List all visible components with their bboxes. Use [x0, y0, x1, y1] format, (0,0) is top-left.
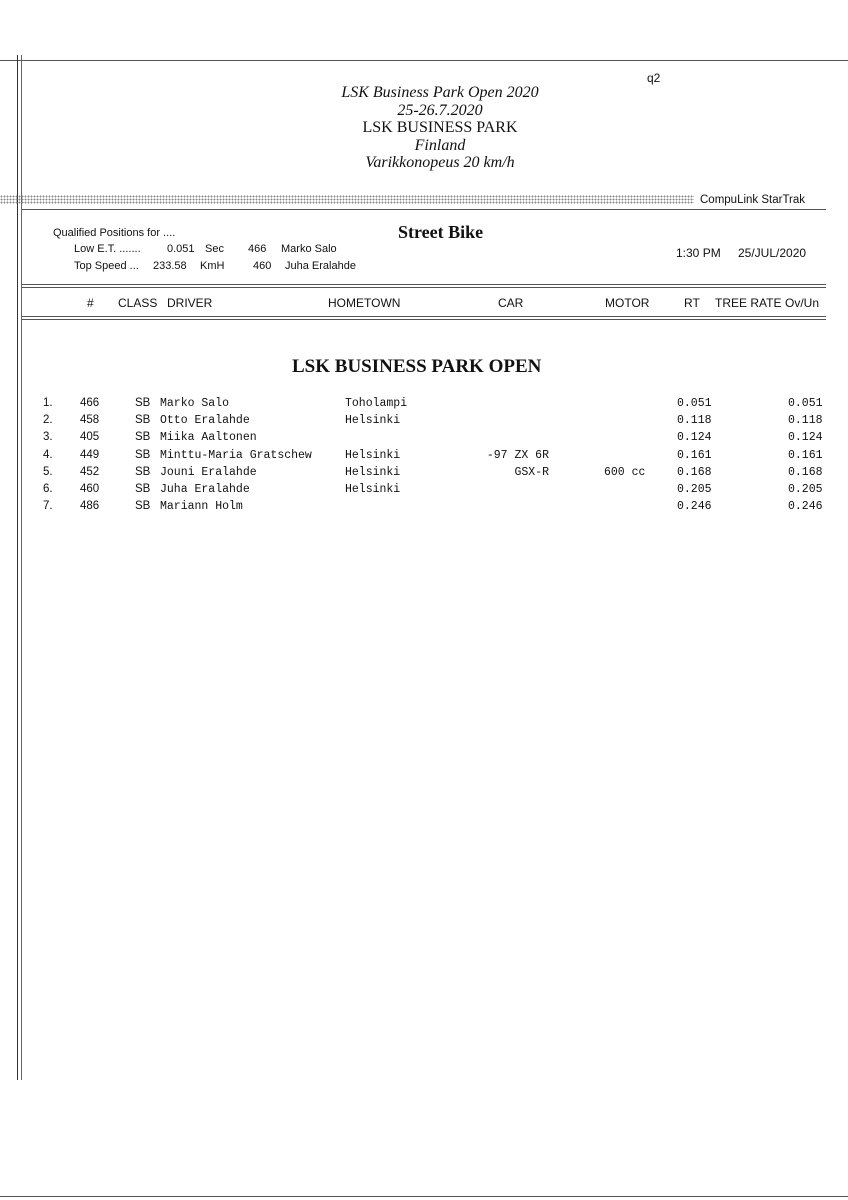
cell-motor: 600 cc: [604, 465, 646, 479]
col-header-hometown: HOMETOWN: [328, 296, 401, 310]
top-speed-unit: KmH: [200, 260, 225, 272]
cell-position: 7.: [43, 500, 53, 513]
cell-hometown: Helsinki: [345, 448, 401, 462]
title-line: LSK BUSINESS PARK: [362, 119, 518, 136]
cell-position: 5.: [43, 465, 53, 478]
cell-number: 449: [80, 448, 100, 461]
cell-car: GSX-R: [514, 465, 549, 479]
cell-ov-un: 0.205: [788, 483, 823, 496]
title-line: Finland: [414, 136, 466, 154]
cell-driver: Mariann Holm: [160, 500, 243, 514]
table-row: [0, 466, 848, 483]
left-border-line: [17, 55, 18, 1080]
top-border-line: [0, 60, 848, 61]
top-speed-label: Top Speed ...: [74, 260, 139, 272]
report-time: 1:30 PM: [676, 246, 721, 260]
cell-number: 466: [80, 397, 100, 409]
low-et-value: 0.051: [167, 243, 195, 255]
cell-ov-un: 0.051: [788, 397, 823, 410]
class-title: Street Bike: [398, 222, 484, 242]
cell-position: 2.: [43, 414, 53, 427]
cell-driver: Marko Salo: [160, 397, 230, 410]
cell-hometown: Toholampi: [345, 397, 408, 410]
software-name: CompuLink StarTrak: [700, 194, 806, 206]
table-row: [0, 449, 848, 466]
low-et-driver: Marko Salo: [281, 243, 337, 255]
cell-ov-un: 0.246: [788, 500, 823, 514]
col-header-ov-un: Ov/Un: [785, 296, 820, 310]
col-header-motor: MOTOR: [605, 296, 650, 310]
title-line: LSK Business Park Open 2020: [341, 84, 539, 101]
event-title: LSK BUSINESS PARK OPEN: [292, 356, 542, 377]
cell-driver: Jouni Eralahde: [160, 465, 257, 479]
table-row: [0, 414, 848, 431]
col-header-tree-rate: TREE RATE: [715, 296, 782, 310]
cell-position: 4.: [43, 448, 53, 461]
cell-ov-un: 0.124: [788, 431, 823, 445]
cell-ov-un: 0.118: [788, 414, 823, 428]
col-header-num: #: [87, 296, 94, 310]
cell-rt: 0.124: [677, 431, 712, 445]
title-line: Varikkonopeus 20 km/h: [365, 154, 515, 171]
cell-number: 486: [80, 500, 100, 513]
cell-class: SB: [135, 448, 151, 461]
cell-rt: 0.118: [677, 414, 712, 428]
table-row: [0, 483, 848, 500]
cell-driver: Minttu-Maria Gratschew: [160, 448, 312, 462]
separator-line: [22, 209, 826, 210]
cell-hometown: Helsinki: [345, 414, 401, 428]
cell-position: 3.: [43, 431, 53, 444]
cell-class: SB: [135, 397, 151, 409]
col-header-driver: DRIVER: [167, 296, 213, 310]
cell-rt: 0.051: [677, 397, 712, 410]
qualified-label: Qualified Positions for ....: [53, 227, 176, 239]
cell-driver: Juha Eralahde: [160, 483, 250, 496]
col-header-car: CAR: [498, 296, 524, 310]
cell-rt: 0.246: [677, 500, 712, 514]
cell-number: 458: [80, 414, 100, 427]
table-row: [0, 431, 848, 448]
cell-class: SB: [135, 465, 151, 478]
separator-line: [22, 316, 826, 317]
cell-driver: Otto Eralahde: [160, 414, 250, 428]
separator-line: [22, 319, 826, 320]
bottom-border-line: [0, 1196, 848, 1197]
cell-number: 452: [80, 465, 100, 478]
cell-ov-un: 0.161: [788, 448, 823, 462]
cell-rt: 0.205: [677, 483, 712, 496]
low-et-number: 466: [248, 243, 267, 255]
page-id: q2: [647, 71, 661, 85]
cell-position: 6.: [43, 483, 53, 495]
cell-position: 1.: [43, 397, 53, 409]
low-et-unit: Sec: [205, 243, 224, 255]
separator-line: [22, 284, 826, 285]
cell-class: SB: [135, 431, 151, 444]
top-speed-value: 233.58: [153, 260, 187, 272]
cell-driver: Miika Aaltonen: [160, 431, 257, 445]
low-et-label: Low E.T. .......: [74, 243, 141, 255]
cell-rt: 0.168: [677, 465, 712, 479]
cell-class: SB: [135, 500, 151, 513]
cell-class: SB: [135, 414, 151, 427]
separator-band: [0, 195, 694, 204]
cell-hometown: Helsinki: [345, 483, 401, 496]
cell-number: 405: [80, 431, 100, 444]
report-date: 25/JUL/2020: [738, 246, 807, 260]
top-speed-driver: Juha Eralahde: [285, 260, 356, 272]
table-row: [0, 397, 848, 414]
col-header-class: CLASS: [118, 296, 158, 310]
table-row: [0, 500, 848, 517]
cell-class: SB: [135, 483, 151, 495]
cell-car: -97 ZX 6R: [486, 448, 549, 462]
title-line: 25-26.7.2020: [397, 101, 483, 119]
cell-ov-un: 0.168: [788, 465, 823, 479]
col-header-rt: RT: [684, 296, 700, 310]
cell-number: 460: [80, 483, 100, 495]
event-header: [300, 84, 580, 172]
top-speed-number: 460: [253, 260, 272, 272]
separator-line: [22, 287, 826, 288]
cell-rt: 0.161: [677, 448, 712, 462]
cell-hometown: Helsinki: [345, 465, 401, 479]
